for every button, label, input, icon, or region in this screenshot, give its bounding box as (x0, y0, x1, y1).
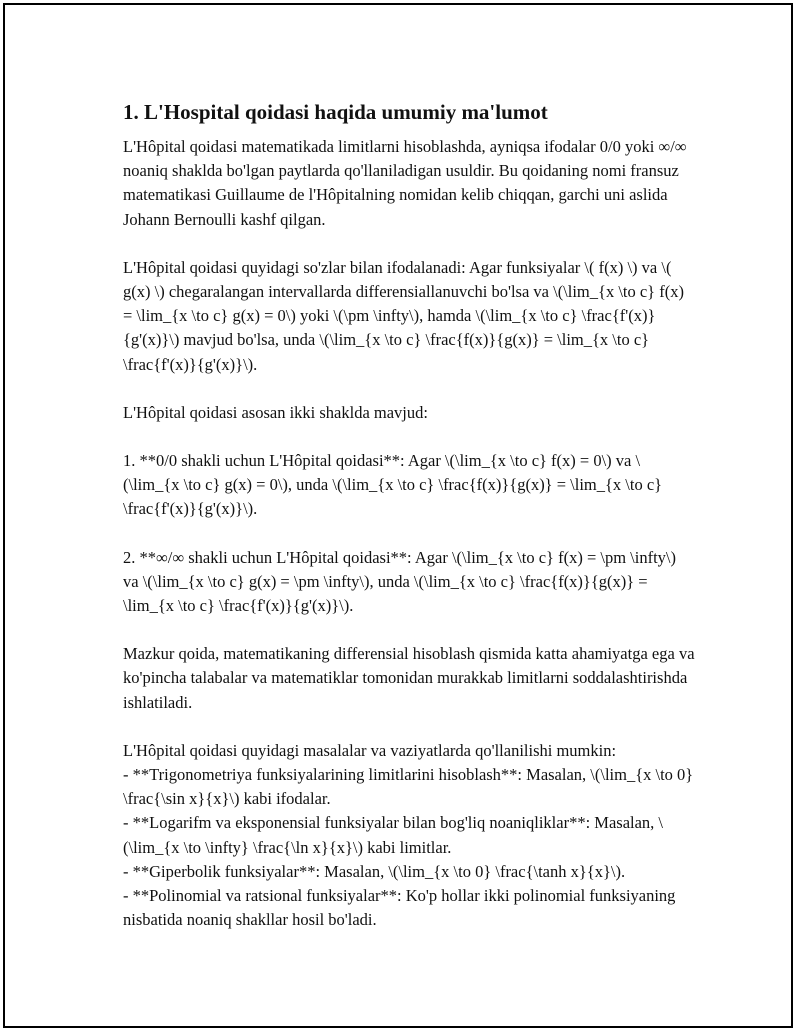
paragraph-form-infinity-over-infinity: 2. **∞/∞ shakli uchun L'Hôpital qoidasi**: Agar \(\lim_{x \to c} f(x) = \pm \infty\) va \(\lim_{x \to c} g(x) = \pm \infty\), unda \(\lim_{x \to c} \frac{f(x)}{g(x)} = \lim_{x \to c} \frac{f'(x)}{g'(x)}\). (123, 547, 676, 616)
list-item-polynomial: - **Polinomial va ratsional funksiyalar**: Ko'p hollar ikki polinomial funksiyaning nisbatida noaniq shakllar hosil bo'ladi. (123, 886, 676, 930)
list-item-trigonometry: - **Trigonometriya funksiyalarining limitlarini hisoblash**: Masalan, \(\lim_{x \to 0} \frac{\sin x}{x}\) kabi ifodalar. (123, 765, 694, 809)
paragraph-significance: Mazkur qoida, matematikaning differensial hisoblash qismida katta ahamiyatga ega va ko'pincha talabalar va matematiklar tomonidan murakkab limitlarni soddalashtirishda ishlatiladi. (123, 644, 695, 712)
paragraph-definition: L'Hôpital qoidasi quyidagi so'zlar bilan ifodalanadi: Agar funksiyalar \( f(x) \) va \( g(x) \) chegaralangan intervallarda differensiallanuvchi bo'lsa va \(\lim_{x \to c} f(x) = \lim_{x \to c} g(x) = 0\) yoki \(\pm \infty\), hamda \(\lim_{x \to c} \frac{f'(x)}{g'(x)}\) mavjud bo'lsa, unda \(\lim_{x \to c} \frac{f(x)}{g(x)} = \lim_{x \to c} \frac{f'(x)}{g'(x)}\). (123, 257, 684, 374)
applications-list (123, 739, 695, 933)
list-item-hyperbolic: - **Giperbolik funksiyalar**: Masalan, \(\lim_{x \to 0} \frac{\tanh x}{x}\). (123, 861, 626, 881)
page-frame (3, 3, 793, 1028)
applications-intro: L'Hôpital qoidasi quyidagi masalalar va vaziyatlarda qo'llanilishi mumkin: (123, 740, 617, 760)
list-item-logarithm: - **Logarifm va eksponensial funksiyalar bilan bog'liq noaniqliklar**: Masalan, \(\lim_{x \to \infty} \frac{\ln x}{x}\) kabi limitlar. (123, 813, 664, 857)
paragraph-forms-intro: L'Hôpital qoidasi asosan ikki shaklda mavjud: (123, 402, 428, 422)
document-title: 1. L'Hospital qoidasi haqida umumiy ma'lumot (123, 100, 548, 124)
paragraph-intro: L'Hôpital qoidasi matematikada limitlarni hisoblashda, ayniqsa ifodalar 0/0 yoki ∞/∞ noaniq shaklda bo'lgan paytlarda qo'llaniladigan usuldir. Bu qoidaning nomi fransuz matematikasi Guillaume de l'Hôpitalning nomidan kelib chiqqan, garchi uni aslida Johann Bernoulli kashf qilgan. (123, 137, 687, 229)
paragraph-form-zero-over-zero: 1. **0/0 shakli uchun L'Hôpital qoidasi**: Agar \(\lim_{x \to c} f(x) = 0\) va \(\lim_{x \to c} g(x) = 0\), unda \(\lim_{x \to c} \frac{f(x)}{g(x)} = \lim_{x \to c} \frac{f'(x)}{g'(x)}\). (123, 451, 663, 519)
document-body (123, 99, 695, 932)
